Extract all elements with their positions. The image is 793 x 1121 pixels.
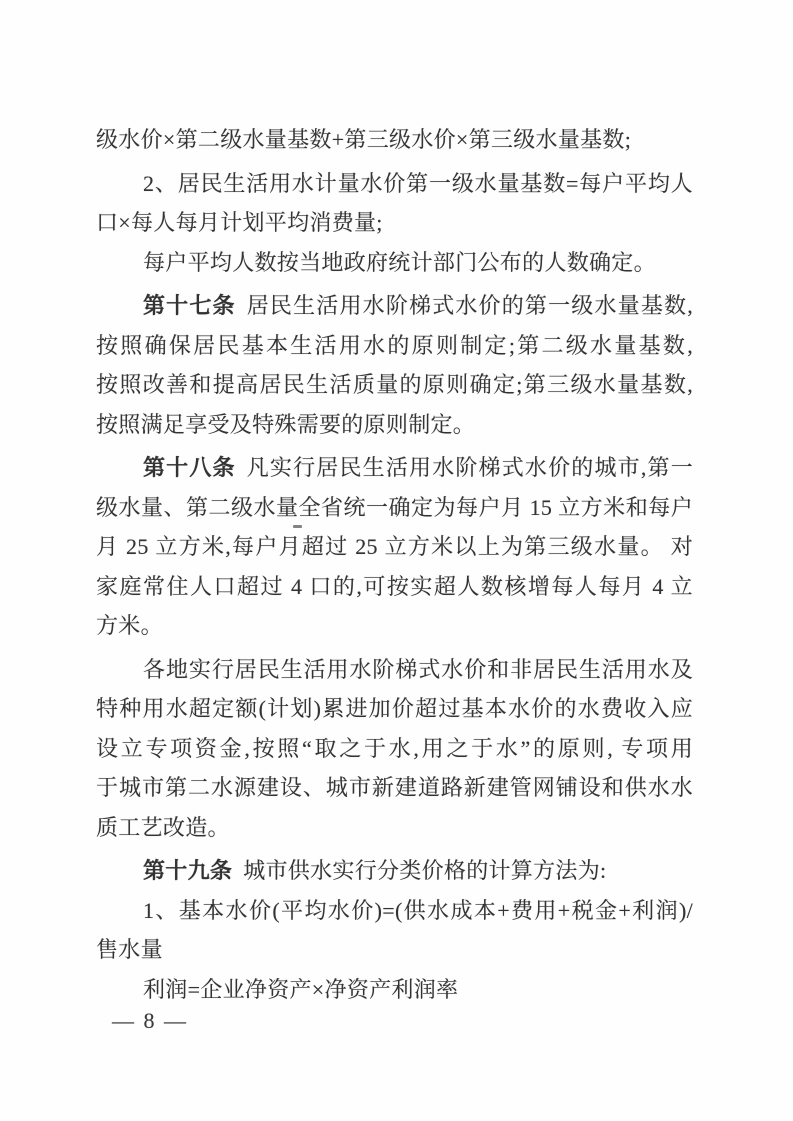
text-line: 质工艺改造。 (96, 814, 230, 840)
text-line: 各地实行居民生活用水阶梯式水价和非居民生活用水及 (143, 656, 693, 682)
page-number: — 8 — (112, 1008, 188, 1033)
text-line: 方米。 (96, 613, 163, 638)
text-line: 设立专项资金,按照“取之于水,用之于水”的原则, 专项用 (96, 735, 693, 761)
text-line: 家庭常住人口超过 4 口的,可按实超人数核增每人每月 4 立 (96, 573, 693, 599)
text-line-body: 城市供水实行分类价格的计算方法为: (243, 858, 607, 883)
document-body (96, 120, 693, 1009)
text-line: 级水量、第二级水量全省统一确定为每户月 15 立方米和每户 (96, 494, 693, 520)
text-line: 特种用水超定额(计划)累进加价超过基本水价的水费收入应 (96, 696, 693, 721)
scan-speck-artifact (293, 525, 302, 528)
text-line-body: 居民生活用水阶梯式水价的第一级水量基数, (246, 293, 693, 318)
text-line: 级水价×第二级水量基数+第三级水价×第三级水量基数; (96, 127, 632, 152)
article-17-heading: 第十七条 (143, 293, 236, 318)
article-19-heading: 第十九条 (143, 858, 233, 883)
text-line-body: 凡实行居民生活用水阶梯式水价的城市,第一 (246, 455, 693, 480)
text-line: 按照满足享受及特殊需要的原则制定。 (96, 411, 476, 437)
text-line-article-18 (96, 448, 693, 488)
text-line: 月 25 立方米,每户月超过 25 立方米以上为第三级水量。 对 (96, 534, 693, 559)
text-line: 售水量 (96, 937, 163, 962)
text-line-article-19 (96, 851, 693, 891)
text-line: 口×每人每月计划平均消费量; (96, 210, 383, 235)
text-line: 利润=企业净资产×净资产利润率 (143, 976, 459, 1002)
text-line: 1、基本水价(平均水价)=(供水成本+费用+税金+利润)/ (143, 897, 693, 923)
text-line: 按照改善和提高居民生活质量的原则确定;第三级水量基数, (96, 372, 693, 397)
text-line-article-17 (96, 286, 693, 326)
article-18-heading: 第十八条 (143, 455, 236, 480)
text-line: 每户平均人数按当地政府统计部门公布的人数确定。 (143, 249, 656, 275)
text-line: 按照确保居民基本生活用水的原则制定;第二级水量基数, (96, 332, 693, 358)
text-line: 于城市第二水源建设、城市新建道路新建管网铺设和供水水 (96, 775, 693, 800)
text-line: 2、居民生活用水计量水价第一级水量基数=每户平均人 (143, 170, 693, 196)
